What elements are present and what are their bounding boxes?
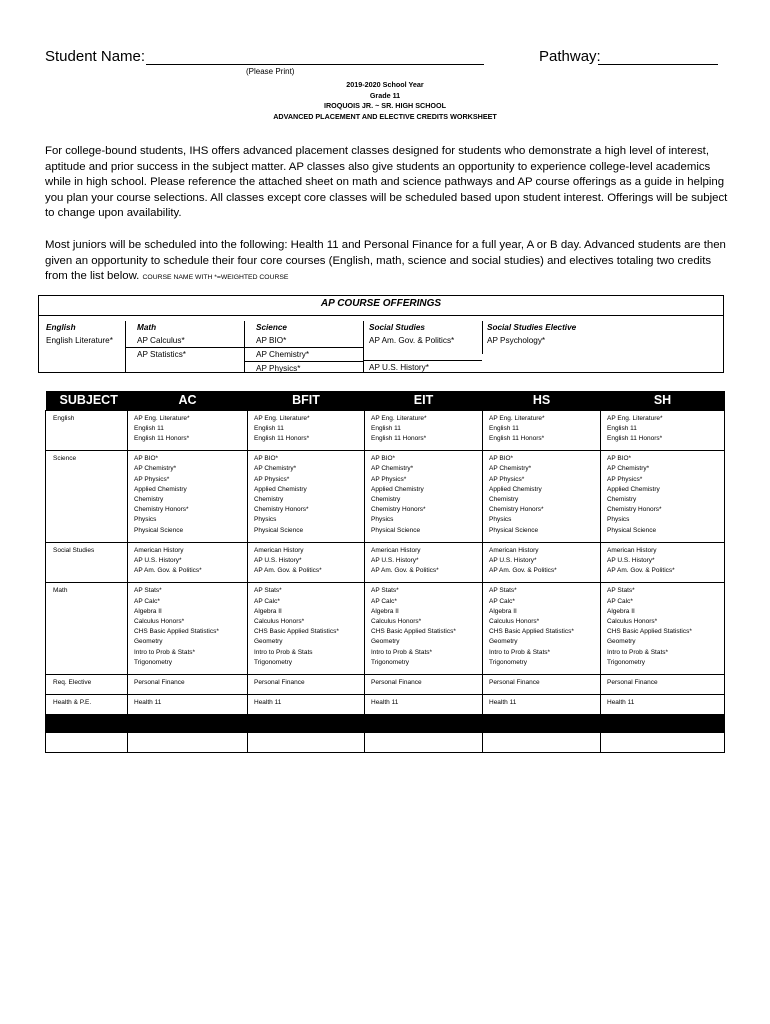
- course-name: Physics: [371, 516, 394, 524]
- ap-course: AP Am. Gov. & Politics*: [369, 336, 455, 345]
- ap-col-english: [39, 321, 125, 373]
- course-name: Health 11: [489, 699, 517, 707]
- course-cell: [483, 542, 601, 583]
- course-name: Chemistry: [254, 495, 284, 503]
- ap-course: English Literature*: [46, 336, 113, 345]
- table-row: [46, 583, 725, 675]
- course-name: AP Stats*: [607, 587, 635, 595]
- course-name: Geometry: [371, 638, 400, 646]
- course-cell: [483, 451, 601, 543]
- course-name: Trigonometry: [134, 658, 173, 666]
- course-name: English 11 Honors*: [254, 434, 310, 442]
- ap-col-heading: Social Studies: [369, 323, 425, 332]
- ap-course: AP Statistics*: [126, 347, 244, 361]
- column-header-hs: HS: [483, 391, 601, 410]
- table-row: [46, 410, 725, 451]
- course-name: Physical Science: [254, 526, 304, 534]
- course-cell: [128, 583, 248, 675]
- blank-entry-cell[interactable]: [128, 733, 248, 753]
- column-header-sh: SH: [601, 391, 725, 410]
- course-name: AP Physics*: [254, 475, 290, 483]
- course-name: English 11: [607, 424, 637, 432]
- student-name-field[interactable]: [146, 64, 484, 65]
- course-name: Chemistry Honors*: [254, 506, 309, 514]
- ap-course: AP Physics*: [245, 361, 363, 375]
- course-name: Calculus Honors*: [371, 617, 422, 625]
- course-name: Personal Finance: [134, 678, 185, 686]
- course-name: AP Am. Gov. & Politics*: [607, 567, 675, 575]
- course-name: AP Calc*: [489, 597, 515, 605]
- black-divider-row: [46, 715, 725, 733]
- course-name: AP Chemistry*: [371, 465, 414, 473]
- course-name: Calculus Honors*: [254, 617, 305, 625]
- course-name: AP Calc*: [607, 597, 633, 605]
- course-name: Intro to Prob & Stats*: [371, 648, 433, 656]
- course-name: Applied Chemistry: [254, 485, 307, 493]
- course-name: AP Chemistry*: [607, 465, 650, 473]
- column-header-ac: AC: [128, 391, 248, 410]
- divider-cell: [128, 715, 248, 733]
- course-name: AP BIO*: [489, 455, 514, 463]
- course-name: Chemistry Honors*: [371, 506, 426, 514]
- pathway-course-table: [45, 391, 725, 753]
- course-name: Applied Chemistry: [489, 485, 542, 493]
- table-header-row: [46, 391, 725, 410]
- table-row: [46, 695, 725, 715]
- course-name: AP U.S. History*: [489, 556, 537, 564]
- course-name: Calculus Honors*: [489, 617, 540, 625]
- ap-col-heading: Science: [256, 323, 287, 332]
- column-header-eit: EIT: [365, 391, 483, 410]
- course-name: American History: [607, 546, 657, 554]
- course-cell: [601, 542, 725, 583]
- course-name: CHS Basic Applied Statistics*: [489, 628, 574, 636]
- course-name: Geometry: [607, 638, 636, 646]
- divider-cell: [601, 715, 725, 733]
- course-name: AP Physics*: [489, 475, 525, 483]
- course-name: AP U.S. History*: [254, 556, 302, 564]
- subject-cell: Req. Elective: [46, 674, 128, 694]
- ap-course-offerings-box: [38, 295, 724, 373]
- blank-entry-cell[interactable]: [601, 733, 725, 753]
- column-header-bfit: BFIT: [248, 391, 365, 410]
- ap-col-heading: Math: [137, 323, 157, 332]
- course-cell: [248, 674, 365, 694]
- table-row: [46, 674, 725, 694]
- course-cell: [365, 674, 483, 694]
- course-name: AP BIO*: [607, 455, 632, 463]
- course-name: American History: [371, 546, 421, 554]
- course-name: Calculus Honors*: [607, 617, 658, 625]
- subject-cell: English: [46, 410, 128, 451]
- course-name: AP U.S. History*: [607, 556, 655, 564]
- course-cell: [365, 451, 483, 543]
- course-name: Health 11: [607, 699, 635, 707]
- blank-entry-row: [46, 733, 725, 753]
- ap-col-heading: English: [46, 323, 76, 332]
- course-name: Intro to Prob & Stats*: [489, 648, 551, 656]
- course-name: Health 11: [371, 699, 399, 707]
- course-name: AP BIO*: [254, 455, 279, 463]
- course-name: Geometry: [134, 638, 163, 646]
- school-name: IROQUOIS JR. ~ SR. HIGH SCHOOL: [323, 101, 446, 110]
- course-name: Health 11: [254, 699, 282, 707]
- blank-entry-cell[interactable]: [46, 733, 128, 753]
- course-name: Calculus Honors*: [134, 617, 185, 625]
- course-name: CHS Basic Applied Statistics*: [254, 628, 339, 636]
- blank-entry-cell[interactable]: [483, 733, 601, 753]
- course-name: Algebra II: [607, 607, 635, 615]
- course-name: English 11 Honors*: [134, 434, 190, 442]
- course-name: Chemistry: [371, 495, 401, 503]
- course-name: American History: [134, 546, 184, 554]
- course-cell: [248, 451, 365, 543]
- course-name: AP Stats*: [489, 587, 517, 595]
- ap-course: AP BIO*: [256, 336, 287, 345]
- divider-cell: [365, 715, 483, 733]
- divider-cell: [248, 715, 365, 733]
- course-name: English 11 Honors*: [489, 434, 545, 442]
- course-name: AP Stats*: [371, 587, 399, 595]
- course-name: AP Physics*: [371, 475, 407, 483]
- course-name: Chemistry: [607, 495, 637, 503]
- course-name: Personal Finance: [489, 678, 540, 686]
- course-name: AP Am. Gov. & Politics*: [371, 567, 439, 575]
- course-cell: [128, 674, 248, 694]
- course-name: Applied Chemistry: [607, 485, 660, 493]
- subject-cell: Health & P.E.: [46, 695, 128, 715]
- course-name: AP U.S. History*: [371, 556, 419, 564]
- course-cell: [365, 410, 483, 451]
- course-name: Chemistry Honors*: [489, 506, 544, 514]
- ap-course: AP U.S. History*: [364, 360, 482, 374]
- table-row: [46, 451, 725, 543]
- course-name: American History: [489, 546, 539, 554]
- course-cell: [483, 695, 601, 715]
- course-name: Physics: [489, 516, 512, 524]
- course-cell: [128, 410, 248, 451]
- pathway-label: Pathway:: [539, 48, 601, 65]
- course-name: Algebra II: [489, 607, 517, 615]
- course-name: AP Stats*: [254, 587, 282, 595]
- pathway-field[interactable]: [598, 64, 718, 65]
- course-name: Health 11: [134, 699, 162, 707]
- course-name: Intro to Prob & Stats*: [134, 648, 196, 656]
- student-info-row: [45, 48, 725, 70]
- course-name: Chemistry Honors*: [134, 506, 189, 514]
- course-name: Applied Chemistry: [371, 485, 424, 493]
- ap-col-heading: Social Studies Elective: [487, 323, 577, 332]
- ap-offerings-title: AP COURSE OFFERINGS: [320, 298, 442, 309]
- course-name: Personal Finance: [254, 678, 305, 686]
- course-cell: [365, 583, 483, 675]
- course-name: Physical Science: [134, 526, 184, 534]
- course-name: AP Am. Gov. & Politics*: [134, 567, 202, 575]
- course-cell: [365, 695, 483, 715]
- table-row: [46, 542, 725, 583]
- course-cell: [248, 695, 365, 715]
- course-cell: [248, 583, 365, 675]
- ap-col-science: [244, 321, 363, 373]
- weighted-course-note: COURSE NAME WITH *=WEIGHTED COURSE: [142, 274, 289, 281]
- subject-cell: Social Studies: [46, 542, 128, 583]
- course-cell: [128, 695, 248, 715]
- course-name: AP BIO*: [134, 455, 159, 463]
- intro-paragraph-1: For college-bound students, IHS offers advanced placement classes designed for students who demonstrate a high level of interest, aptitude and prior success in the subject matter. AP classes also give students an opportunity to experience college-level academics while in high school. Please reference the attached sheet on math and science pathways and AP course offerings as a guide in helping you plan your course selections. All classes except core classes will be scheduled based upon student interest. Offerings will be subject to change upon availability.: [45, 145, 728, 219]
- course-cell: [601, 695, 725, 715]
- course-name: Personal Finance: [607, 678, 658, 686]
- course-cell: [248, 410, 365, 451]
- course-name: Geometry: [489, 638, 518, 646]
- course-name: Chemistry: [134, 495, 164, 503]
- course-name: English 11: [254, 424, 284, 432]
- intro-paragraph-2: [45, 238, 730, 286]
- course-cell: [248, 542, 365, 583]
- course-cell: [483, 583, 601, 675]
- course-name: AP Eng. Literature*: [607, 414, 663, 422]
- ap-col-math: [125, 321, 244, 373]
- course-name: AP Stats*: [134, 587, 162, 595]
- course-name: AP Chemistry*: [254, 465, 297, 473]
- student-name-label: Student Name:: [45, 48, 146, 65]
- course-name: English 11: [134, 424, 164, 432]
- course-name: AP BIO*: [371, 455, 396, 463]
- course-name: AP Calc*: [254, 597, 280, 605]
- course-name: Applied Chemistry: [134, 485, 187, 493]
- course-name: Geometry: [254, 638, 283, 646]
- course-name: English 11 Honors*: [607, 434, 663, 442]
- course-name: Physical Science: [489, 526, 539, 534]
- document-header: [0, 80, 770, 122]
- course-name: Intro to Prob & Stats: [254, 648, 313, 656]
- course-name: CHS Basic Applied Statistics*: [134, 628, 219, 636]
- course-name: English 11: [489, 424, 519, 432]
- course-name: AP Am. Gov. & Politics*: [254, 567, 322, 575]
- course-name: American History: [254, 546, 304, 554]
- course-cell: [483, 410, 601, 451]
- course-cell: [601, 674, 725, 694]
- course-name: Intro to Prob & Stats*: [607, 648, 669, 656]
- ap-course: AP Psychology*: [487, 336, 546, 345]
- course-name: AP Calc*: [371, 597, 397, 605]
- course-name: AP Physics*: [134, 475, 170, 483]
- course-name: CHS Basic Applied Statistics*: [607, 628, 692, 636]
- ap-course: AP Calculus*: [137, 336, 185, 345]
- ap-col-social-studies-elective: [482, 321, 602, 354]
- course-name: Physics: [254, 516, 277, 524]
- course-name: AP Chemistry*: [489, 465, 532, 473]
- course-cell: [601, 451, 725, 543]
- course-name: Chemistry Honors*: [607, 506, 662, 514]
- divider-cell: [483, 715, 601, 733]
- course-name: AP Eng. Literature*: [134, 414, 190, 422]
- course-name: Physical Science: [607, 526, 657, 534]
- ap-col-social-studies: [363, 321, 482, 373]
- course-name: Algebra II: [254, 607, 282, 615]
- course-name: AP Eng. Literature*: [371, 414, 427, 422]
- grade: Grade 11: [369, 90, 401, 100]
- course-name: English 11 Honors*: [371, 434, 427, 442]
- course-name: Personal Finance: [371, 678, 422, 686]
- course-name: AP Eng. Literature*: [254, 414, 310, 422]
- course-name: Algebra II: [134, 607, 162, 615]
- course-name: Trigonometry: [254, 658, 293, 666]
- course-name: CHS Basic Applied Statistics*: [371, 628, 456, 636]
- worksheet-title: ADVANCED PLACEMENT AND ELECTIVE CREDITS WORKSHEET: [273, 111, 497, 121]
- course-name: Physical Science: [371, 526, 421, 534]
- blank-entry-cell[interactable]: [248, 733, 365, 753]
- course-cell: [483, 674, 601, 694]
- course-name: AP Am. Gov. & Politics*: [489, 567, 557, 575]
- course-name: Physics: [134, 516, 157, 524]
- course-cell: [601, 583, 725, 675]
- divider: [39, 315, 723, 316]
- blank-entry-cell[interactable]: [365, 733, 483, 753]
- course-name: AP Chemistry*: [134, 465, 177, 473]
- course-name: Chemistry: [489, 495, 519, 503]
- course-cell: [601, 410, 725, 451]
- course-cell: [128, 542, 248, 583]
- course-cell: [365, 542, 483, 583]
- course-name: Trigonometry: [489, 658, 528, 666]
- subject-cell: Science: [46, 451, 128, 543]
- course-cell: [128, 451, 248, 543]
- course-name: Trigonometry: [371, 658, 410, 666]
- course-name: English 11: [371, 424, 401, 432]
- subject-cell: Math: [46, 583, 128, 675]
- course-name: AP Eng. Literature*: [489, 414, 545, 422]
- course-name: AP Physics*: [607, 475, 643, 483]
- intro-paragraph-2-text: Most juniors will be scheduled into the following: Health 11 and Personal Finance for a full year, A or B day. Advanced students are then given an opportunity to schedule their four core courses (English, math, science and social studies) and electives totaling two credits from the list below.: [45, 239, 726, 282]
- ap-course: AP Chemistry*: [245, 347, 363, 361]
- course-name: AP U.S. History*: [134, 556, 182, 564]
- please-print-note: (Please Print): [246, 67, 295, 76]
- course-name: Physics: [607, 516, 630, 524]
- school-year: 2019-2020 School Year: [346, 80, 424, 89]
- course-name: AP Calc*: [134, 597, 160, 605]
- divider-cell: [46, 715, 128, 733]
- column-header-subject: SUBJECT: [46, 391, 128, 410]
- course-name: Trigonometry: [607, 658, 646, 666]
- course-name: Algebra II: [371, 607, 399, 615]
